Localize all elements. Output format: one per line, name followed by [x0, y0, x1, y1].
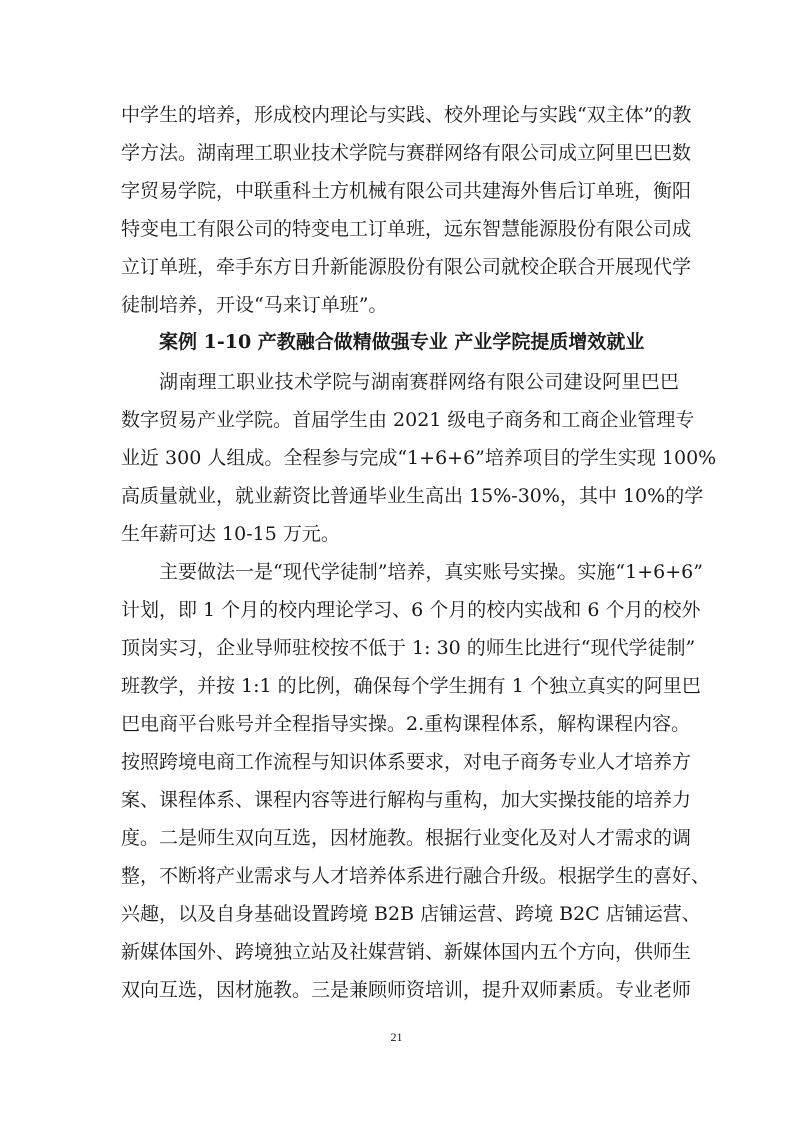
case-heading: 案例 1-10 产教融合做精做强专业 产业学院提质增效就业	[159, 331, 645, 353]
text-line: 兴趣，以及自身基础设置跨境 B2B 店铺运营、跨境 B2C 店铺运营、	[121, 903, 701, 925]
text-line: 字贸易学院，中联重科土方机械有限公司共建海外售后订单班，衡阳	[121, 180, 692, 202]
text-line: 徒制培养，开设“马来订单班”。	[121, 294, 388, 316]
text-line: 顶岗实习，企业导师驻校按不低于 1: 30 的师生比进行“现代学徒制”	[121, 637, 696, 659]
text-line: 生年薪可达 10-15 万元。	[121, 523, 340, 545]
text-line: 计划，即 1 个月的校内理论学习、6 个月的校内实战和 6 个月的校外	[121, 599, 701, 621]
text-line: 双向互选，因材施教。三是兼顾师资培训，提升双师素质。专业老师	[121, 979, 692, 1001]
text-line: 数字贸易产业学院。首届学生由 2021 级电子商务和工商企业管理专	[121, 409, 695, 431]
text-line: 中学生的培养，形成校内理论与实践、校外理论与实践“双主体”的教	[121, 104, 692, 126]
text-line: 立订单班，牵手东方日升新能源股份有限公司就校企联合开展现代学	[121, 256, 692, 278]
text-line: 度。二是师生双向互选，因材施教。根据行业变化及对人才需求的调	[121, 827, 692, 849]
text-line: 整，不断将产业需求与人才培养体系进行融合升级。根据学生的喜好、	[121, 865, 711, 887]
text-line: 案、课程体系、课程内容等进行解构与重构，加大实操技能的培养力	[121, 789, 692, 811]
text-line: 学方法。湖南理工职业技术学院与赛群网络有限公司成立阿里巴巴数	[121, 142, 692, 164]
text-line: 高质量就业，就业薪资比普通毕业生高出 15%-30%，其中 10%的学	[121, 485, 704, 507]
text-line: 班教学，并按 1:1 的比例，确保每个学生拥有 1 个独立真实的阿里巴	[121, 675, 701, 697]
text-line: 湖南理工职业技术学院与湖南赛群网络有限公司建设阿里巴巴	[159, 371, 679, 393]
page-number: 21	[390, 1030, 403, 1044]
text-line: 主要做法一是“现代学徒制”培养，真实账号实操。实施“1+6+6”	[159, 561, 703, 583]
text-line: 按照跨境电商工作流程与知识体系要求，对电子商务专业人才培养方	[121, 751, 692, 773]
text-line: 新媒体国外、跨境独立站及社媒营销、新媒体国内五个方向，供师生	[121, 941, 692, 963]
text-line: 特变电工有限公司的特变电工订单班，远东智慧能源股份有限公司成	[121, 218, 692, 240]
text-line: 巴电商平台账号并全程指导实操。2.重构课程体系，解构课程内容。	[121, 713, 691, 735]
text-line: 业近 300 人组成。全程参与完成“1+6+6”培养项目的学生实现 100%	[121, 447, 717, 469]
